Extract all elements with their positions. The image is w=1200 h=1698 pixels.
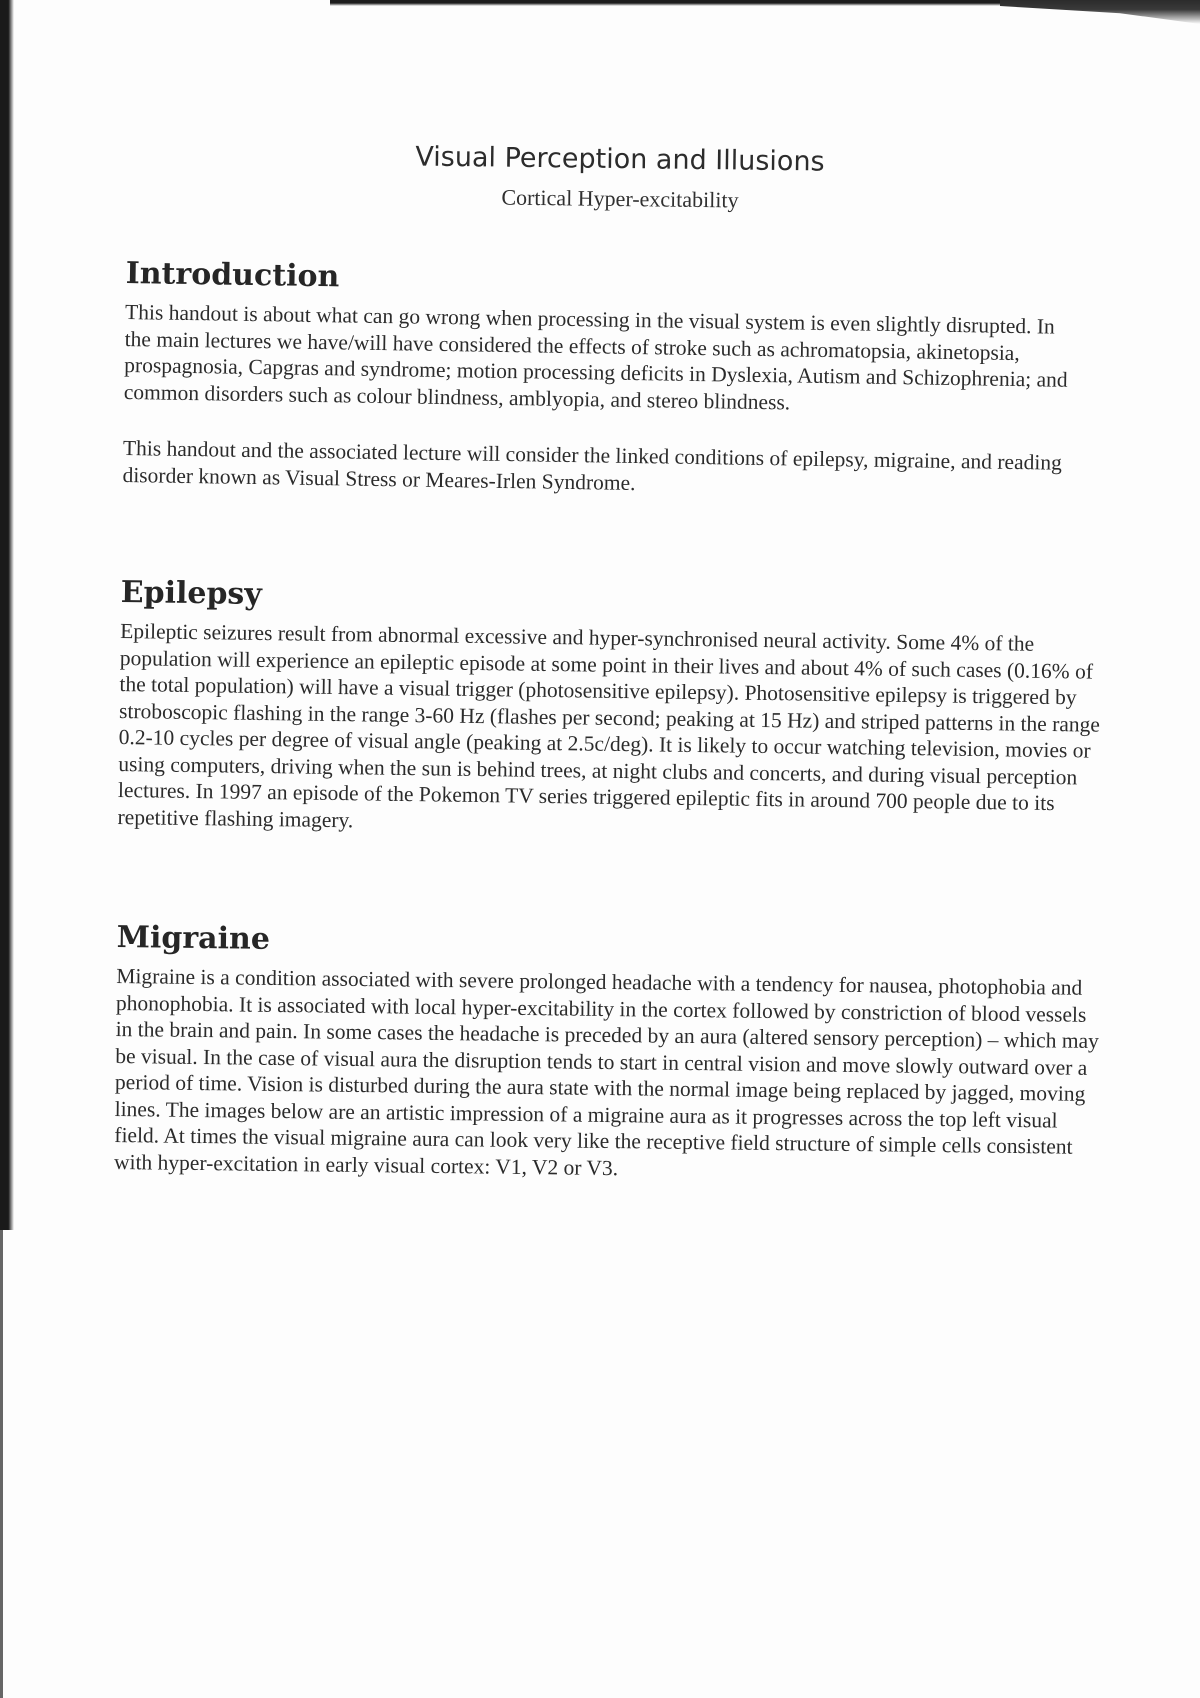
- section-heading-epilepsy: Epilepsy: [120, 575, 263, 612]
- paragraph-migraine-1: Migraine is a condition associated with severe prolonged headache with a tendency for nausea, photophobia and phonophobia. It is associated with local hyper-excitability in the cortex followed by constriction of blood vessels in the brain and pain. In some cases the headache is preceded by an aura (altered sensory perception) – which may be visual. In the case of visual aura the disruption tends to start in central vision and move slowly outward over a period of time. Vision is disturbed during the aura state with the normal image being replaced by jagged, moving lines. The images below are an artistic impression of a migraine aura as it progresses across the top left visual field. At times the visual migraine aura can look very like the receptive field structure of simple cells consistent with hyper-excitation in early visual cortex: V1, V2 or V3.: [113, 963, 1099, 1180]
- paragraph-introduction-1: This handout is about what can go wrong when processing in the visual system is even slightly disrupted. In the main lectures we have/will have considered the effects of stroke such as achromatopsia, akinetopsia, prospagnosia, Capgras and syndrome; motion processing deficits in Dyslexia, Autism and Schizophrenia; and common disorders such as colour blindness, amblyopia, and stereo blindness.: [123, 299, 1068, 414]
- section-epilepsy: [117, 575, 1110, 844]
- scan-shadow-left-lower: [0, 1230, 3, 1698]
- document-subtitle: Cortical Hyper-excitability: [501, 184, 739, 213]
- paragraph-introduction-2: This handout and the associated lecture will consider the linked conditions of epilepsy, migraine, and reading disorder known as Visual Stress or Meares-Irlen Syndrome.: [122, 435, 1063, 495]
- section-introduction: [122, 256, 1076, 503]
- paragraph-epilepsy-1: Epileptic seizures result from abnormal excessive and hyper-synchronised neural activity. Some 4% of the population will experience an epileptic episode at some point in their lives and about 4% of such cases (0.16% of the total population) will have a visual trigger (photosensitive epilepsy). Photosensitive epilepsy is triggered by stroboscopic flashing in the range 3-60 Hz (flashes per second; peaking at 15 Hz) and striped patterns in the range 0.2-10 cycles per degree of visual angle (peaking at 2.5c/deg). It is likely to occur watching television, movies or using computers, driving when the sun is behind trees, at night clubs and concerts, and during visual perception lectures. In 1997 an episode of the Pokemon TV series triggered epileptic fits in around 700 people due to its repetitive flashing imagery.: [117, 618, 1101, 832]
- scan-shadow-top-corner: [1000, 0, 1200, 24]
- section-migraine: [114, 920, 1102, 1187]
- section-heading-migraine: Migraine: [116, 920, 271, 957]
- section-heading-introduction: Introduction: [125, 256, 340, 295]
- document-title: Visual Perception and Illusions: [415, 141, 825, 178]
